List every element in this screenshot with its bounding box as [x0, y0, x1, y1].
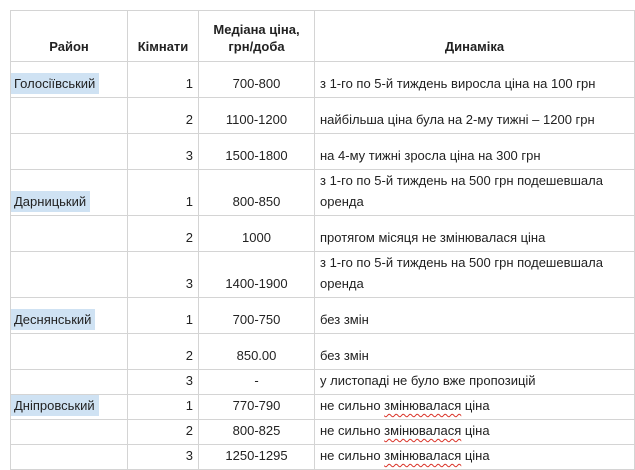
- dynamics-text: найбільша ціна була на 2-му тижні – 1200 грн: [320, 112, 595, 127]
- cell-dynamics[interactable]: [315, 216, 635, 252]
- cell-dynamics[interactable]: [315, 62, 635, 98]
- cell-district[interactable]: [11, 395, 128, 420]
- cell-price[interactable]: 800-850: [199, 170, 315, 216]
- cell-rooms[interactable]: 2: [128, 98, 199, 134]
- dynamics-text: на 4-му тижні зросла ціна на 300 грн: [320, 148, 541, 163]
- dynamics-text: у листопаді не було вже пропозицій: [320, 373, 536, 388]
- cell-price[interactable]: 1500-1800: [199, 134, 315, 170]
- cell-rooms[interactable]: 3: [128, 445, 199, 470]
- cell-district[interactable]: [11, 62, 128, 98]
- dynamics-text: ціна: [461, 423, 490, 438]
- cell-rooms[interactable]: 2: [128, 216, 199, 252]
- header-price-line1: Медіана ціна,: [213, 22, 300, 37]
- cell-dynamics[interactable]: [315, 98, 635, 134]
- dynamics-text: з 1-го по 5-й тиждень на 500 грн подешевшала: [320, 255, 603, 270]
- cell-district[interactable]: [11, 252, 128, 298]
- cell-dynamics[interactable]: [315, 334, 635, 370]
- cell-district[interactable]: [11, 216, 128, 252]
- cell-district[interactable]: [11, 170, 128, 216]
- dynamics-text: не сильно: [320, 423, 385, 438]
- cell-district[interactable]: [11, 134, 128, 170]
- dynamics-text: без змін: [320, 348, 369, 363]
- header-row: [11, 11, 635, 62]
- table-row: [11, 298, 635, 334]
- district-label: Голосіївський: [11, 73, 99, 94]
- table-row: [11, 62, 635, 98]
- cell-price[interactable]: 700-800: [199, 62, 315, 98]
- cell-district[interactable]: [11, 298, 128, 334]
- cell-dynamics[interactable]: [315, 445, 635, 470]
- table-row: [11, 445, 635, 470]
- district-label: Дарницький: [11, 191, 90, 212]
- table-row: [11, 134, 635, 170]
- cell-dynamics[interactable]: [315, 395, 635, 420]
- cell-district[interactable]: [11, 370, 128, 395]
- cell-price[interactable]: 800-825: [199, 420, 315, 445]
- cell-rooms[interactable]: 3: [128, 134, 199, 170]
- dynamics-text: без змін: [320, 312, 369, 327]
- cell-dynamics[interactable]: [315, 298, 635, 334]
- header-price[interactable]: [199, 11, 315, 62]
- table-row: [11, 334, 635, 370]
- cell-rooms[interactable]: 1: [128, 62, 199, 98]
- table-row: [11, 216, 635, 252]
- spellcheck-word: змінювалася: [384, 448, 462, 463]
- table-row: [11, 170, 635, 216]
- spellcheck-word: змінювалася: [384, 398, 462, 413]
- header-price-line2: грн/доба: [228, 39, 285, 54]
- cell-district[interactable]: [11, 334, 128, 370]
- cell-price[interactable]: 700-750: [199, 298, 315, 334]
- cell-district[interactable]: [11, 98, 128, 134]
- rent-table: [10, 10, 635, 470]
- district-label: Деснянський: [11, 309, 95, 330]
- cell-rooms[interactable]: 3: [128, 252, 199, 298]
- cell-rooms[interactable]: 2: [128, 334, 199, 370]
- table-row: [11, 370, 635, 395]
- dynamics-text: з 1-го по 5-й тиждень виросла ціна на 100 грн: [320, 76, 596, 91]
- cell-price[interactable]: 1100-1200: [199, 98, 315, 134]
- header-dynamics[interactable]: Динаміка: [315, 11, 635, 62]
- spellcheck-word: змінювалася: [384, 423, 462, 438]
- cell-price[interactable]: 1250-1295: [199, 445, 315, 470]
- cell-rooms[interactable]: 1: [128, 170, 199, 216]
- table-row: [11, 98, 635, 134]
- dynamics-text: не сильно: [320, 448, 385, 463]
- table-row: [11, 252, 635, 298]
- dynamics-text: ціна: [461, 398, 490, 413]
- dynamics-text: протягом місяця не змінювалася ціна: [320, 230, 546, 245]
- cell-rooms[interactable]: 3: [128, 370, 199, 395]
- cell-district[interactable]: [11, 445, 128, 470]
- cell-dynamics[interactable]: [315, 370, 635, 395]
- dynamics-text: оренда: [320, 194, 364, 209]
- table-row: [11, 420, 635, 445]
- header-district[interactable]: Район: [11, 11, 128, 62]
- dynamics-text: ціна: [461, 448, 490, 463]
- cell-price[interactable]: 1000: [199, 216, 315, 252]
- cell-price[interactable]: 850.00: [199, 334, 315, 370]
- cell-price[interactable]: 770-790: [199, 395, 315, 420]
- cell-rooms[interactable]: 1: [128, 395, 199, 420]
- dynamics-text: з 1-го по 5-й тиждень на 500 грн подешевшала: [320, 173, 603, 188]
- cell-dynamics[interactable]: [315, 420, 635, 445]
- cell-price[interactable]: -: [199, 370, 315, 395]
- cell-dynamics[interactable]: [315, 134, 635, 170]
- district-label: Дніпровський: [11, 395, 99, 416]
- header-rooms[interactable]: Кімнати: [128, 11, 199, 62]
- cell-dynamics[interactable]: [315, 252, 635, 298]
- cell-rooms[interactable]: 1: [128, 298, 199, 334]
- dynamics-text: оренда: [320, 276, 364, 291]
- cell-dynamics[interactable]: [315, 170, 635, 216]
- table-row: [11, 395, 635, 420]
- cell-district[interactable]: [11, 420, 128, 445]
- cell-price[interactable]: 1400-1900: [199, 252, 315, 298]
- cell-rooms[interactable]: 2: [128, 420, 199, 445]
- dynamics-text: не сильно: [320, 398, 385, 413]
